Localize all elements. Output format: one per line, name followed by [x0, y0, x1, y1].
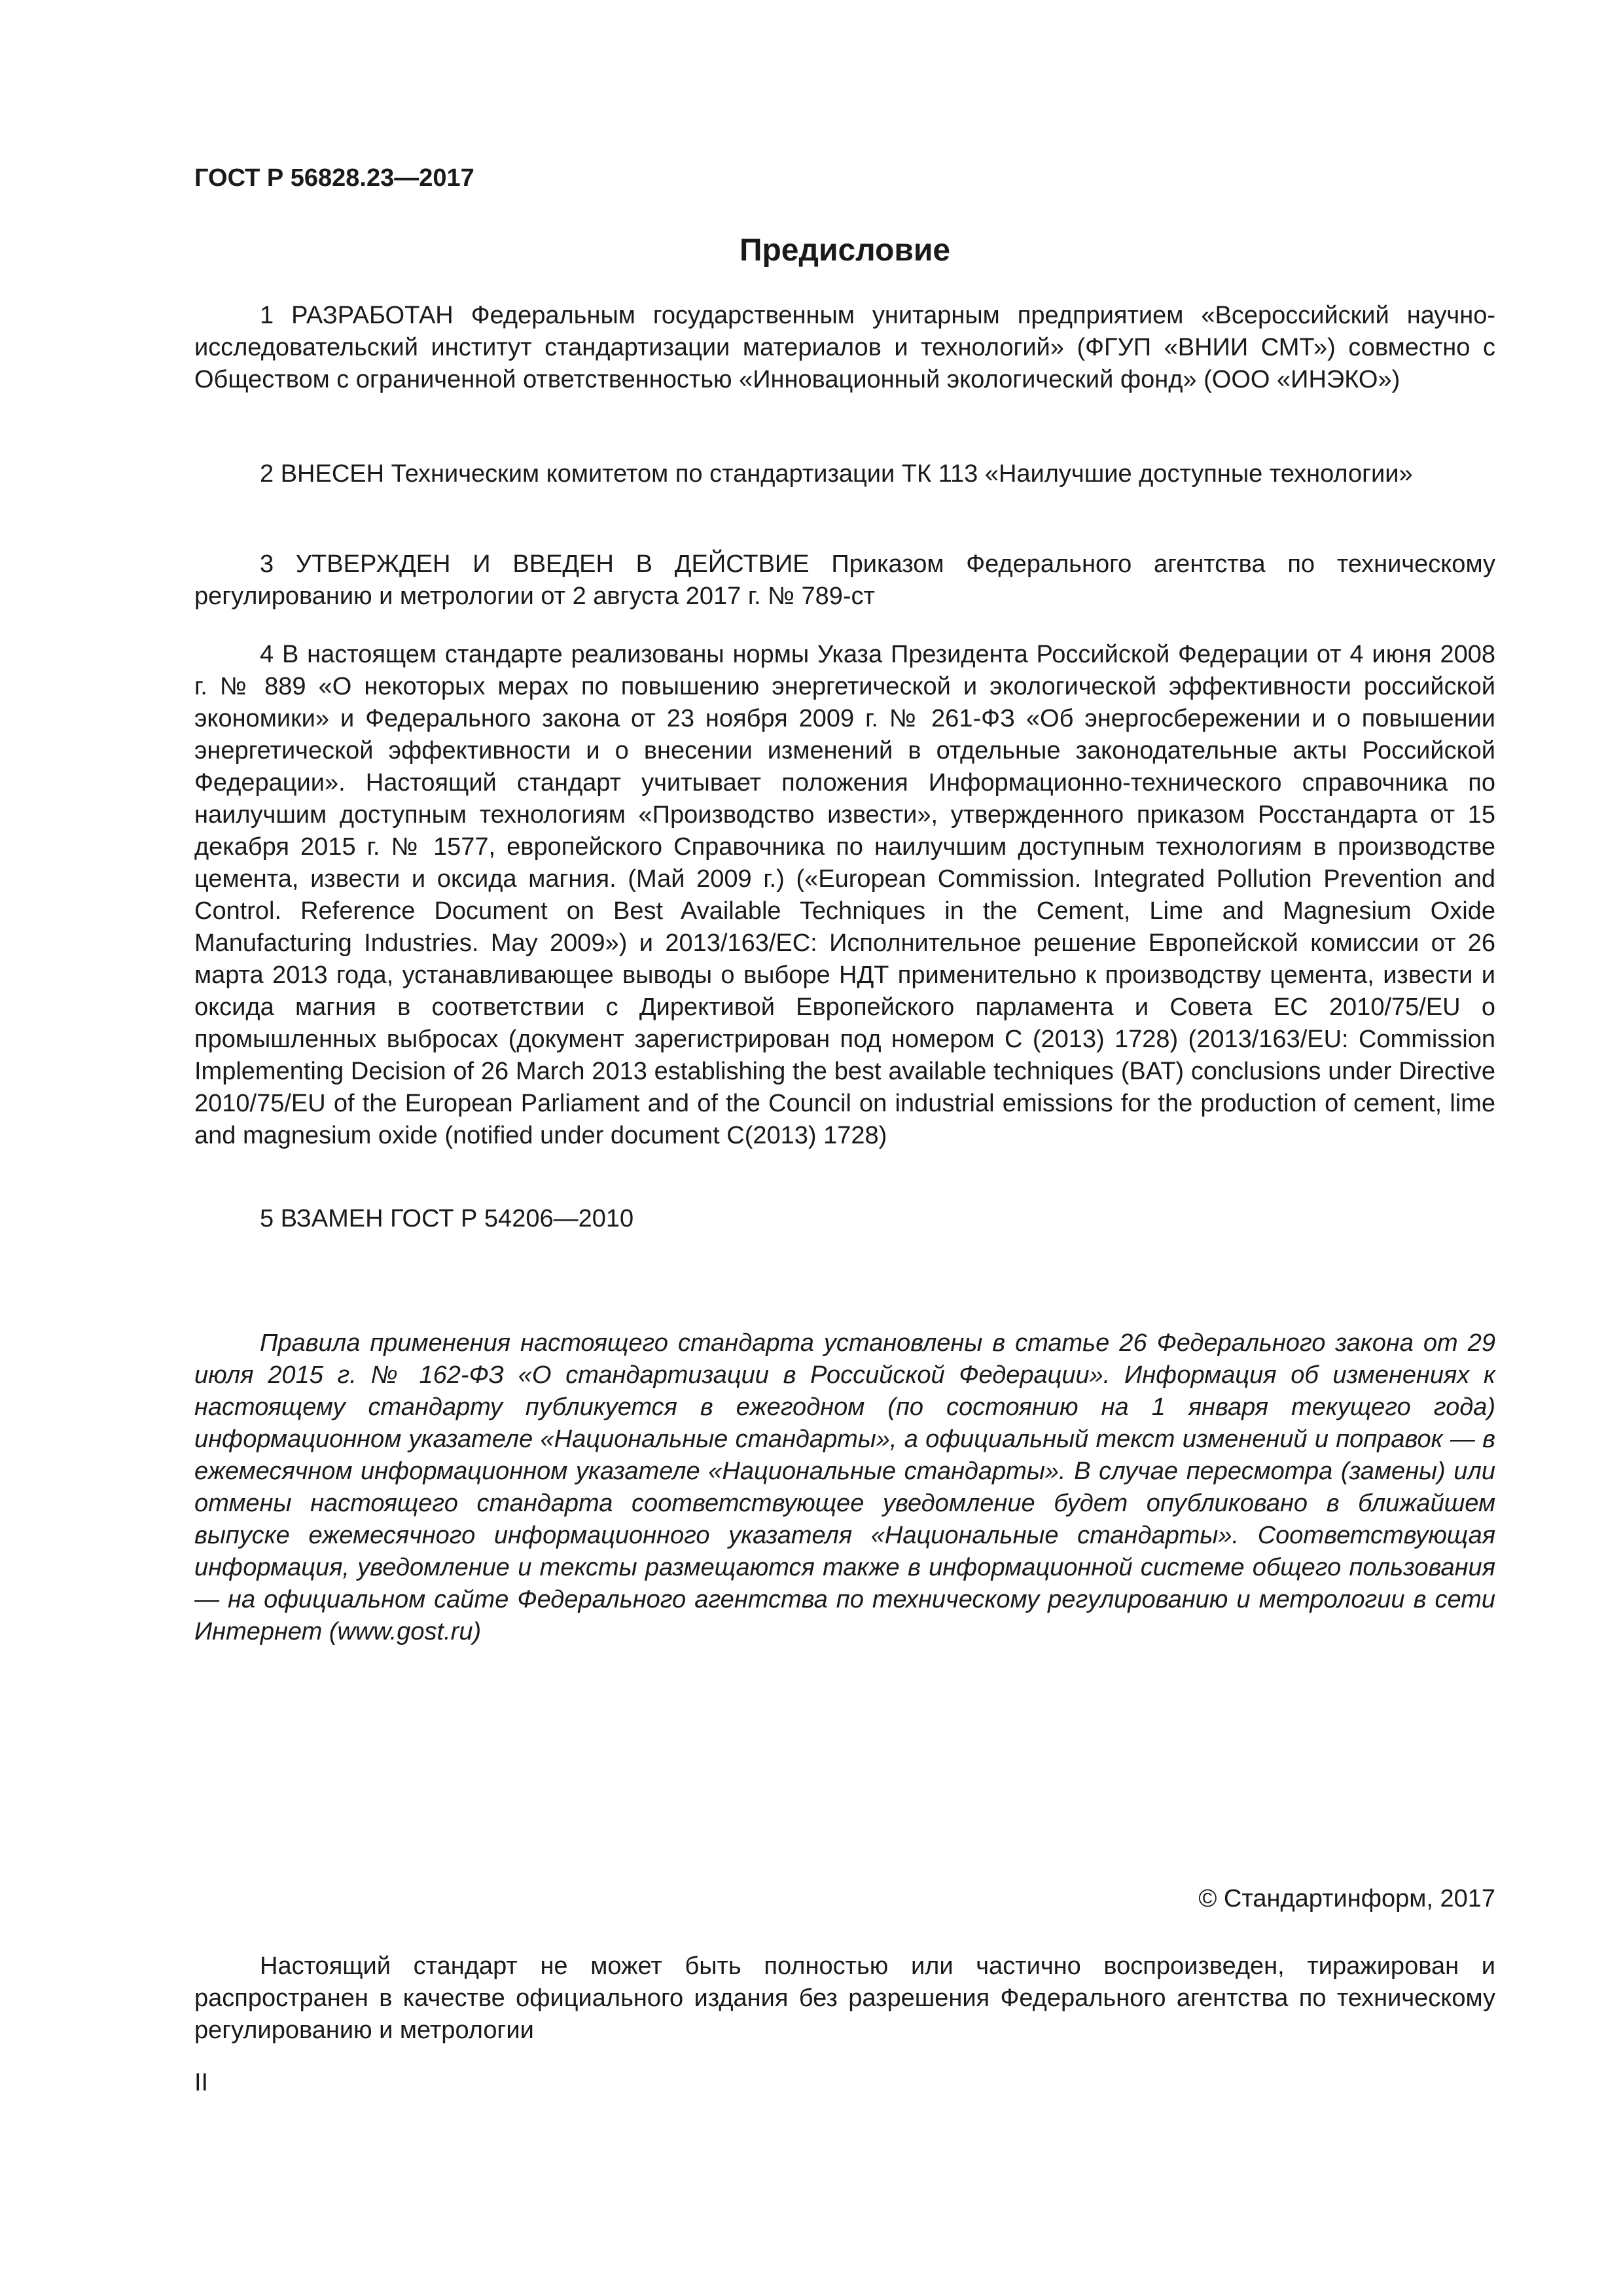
- preface-item-5: [194, 1203, 1495, 1235]
- reprint-notice: [194, 1950, 1495, 2047]
- preface-item-4: [194, 639, 1495, 1152]
- preface-item-3: [194, 548, 1495, 613]
- reprint-notice-text: Настоящий стандарт не может быть полностью или частично воспроизведен, тиражирован и распространен в качестве официального издания без разрешения Федерального агентства по техническому регулированию и метрологии: [194, 1952, 1495, 2044]
- preface-item-1-text: 1 РАЗРАБОТАН Федеральным государственным унитарным предприятием «Всероссийский научно-исследовательский институт стандартизации материалов и технологий» (ФГУП «ВНИИ СМТ») совместно с Обществом с ограниченной ответственностью «Инновационный экологический фонд» (ООО «ИНЭКО»): [194, 302, 1495, 393]
- preface-item-3-text: 3 УТВЕРЖДЕН И ВВЕДЕН В ДЕЙСТВИЕ Приказом Федерального агентства по техническому регулированию и метрологии от 2 августа 2017 г. № 789-ст: [194, 550, 1495, 610]
- preface-item-5-text: 5 ВЗАМЕН ГОСТ Р 54206—2010: [260, 1205, 634, 1232]
- copyright-line: © Стандартинформ, 2017: [1198, 1885, 1495, 1912]
- preface-item-1: [194, 300, 1495, 396]
- preface-item-2-text: 2 ВНЕСЕН Техническим комитетом по стандартизации ТК 113 «Наилучшие доступные технологии»: [260, 460, 1413, 488]
- application-rules-text: Правила применения настоящего стандарта установлены в статье 26 Федерального закона от 29 июля 2015 г. № 162-ФЗ «О стандартизации в Российской Федерации». Информация об изменениях к настоящему стандарту публикуется в ежегодном (по состоянию на 1 января текущего года) информационном указателе «Национальные стандарты», а официальный текст изменений и поправок — в ежемесячном информационном указателе «Национальные стандарты». В случае пересмотра (замены) или отмены настоящего стандарта соответствующее уведомление будет опубликовано в ближайшем выпуске ежемесячного информационного указателя «Национальные стандарты». Соответствующая информация, уведомление и тексты размещаются также в информационной системе общего пользования — на официальном сайте Федерального агентства по техническому регулированию и метрологии в сети Интернет (www.gost.ru): [194, 1329, 1495, 1645]
- preface-item-2: [194, 458, 1495, 490]
- preface-item-4-text: 4 В настоящем стандарте реализованы нормы Указа Президента Российской Федерации от 4 июня 2008 г. № 889 «О некоторых мерах по повышению энергетической и экологической эффективности российской экономики» и Федерального закона от 23 ноября 2009 г. № 261-ФЗ «Об энергосбережении и о повышении энергетической эффективности и о внесении изменений в отдельные законодательные акты Российской Федерации». Настоящий стандарт учитывает положения Информационно-технического справочника по наилучшим доступным технологиям «Производство извести», утвержденного приказом Росстандарта от 15 декабря 2015 г. № 1577, европейского Справочника по наилучшим доступным технологиям в производстве цемента, извести и оксида магния. (Май 2009 г.) («European Commission. Integrated Pollution Prevention and Control. Reference Document on Best Available Techniques in the Cement, Lime and Magnesium Oxide Manufacturing Industries. May 2009») и 2013/163/EC: Исполнительное решение Европейской комиссии от 26 марта 2013 года, устанавливающее выводы о выборе НДТ применительно к производству цемента, извести и оксида магния в соответствии с Директивой Европейского парламента и Совета ЕС 2010/75/EU о промышленных выбросах (документ зарегистрирован под номером С (2013) 1728) (2013/163/EU: Commission Implementing Decision of 26 March 2013 establishing the best available techniques (BAT) conclusions under Directive 2010/75/EU of the European Parliament and of the Council on industrial emissions for the production of cement, lime and magnesium oxide (notified under document C(2013) 1728): [194, 641, 1495, 1149]
- page-title: Предисловие: [739, 233, 951, 268]
- application-rules-notice: [194, 1327, 1495, 1648]
- document-number: ГОСТ Р 56828.23—2017: [194, 164, 474, 192]
- page-number: II: [194, 2069, 209, 2096]
